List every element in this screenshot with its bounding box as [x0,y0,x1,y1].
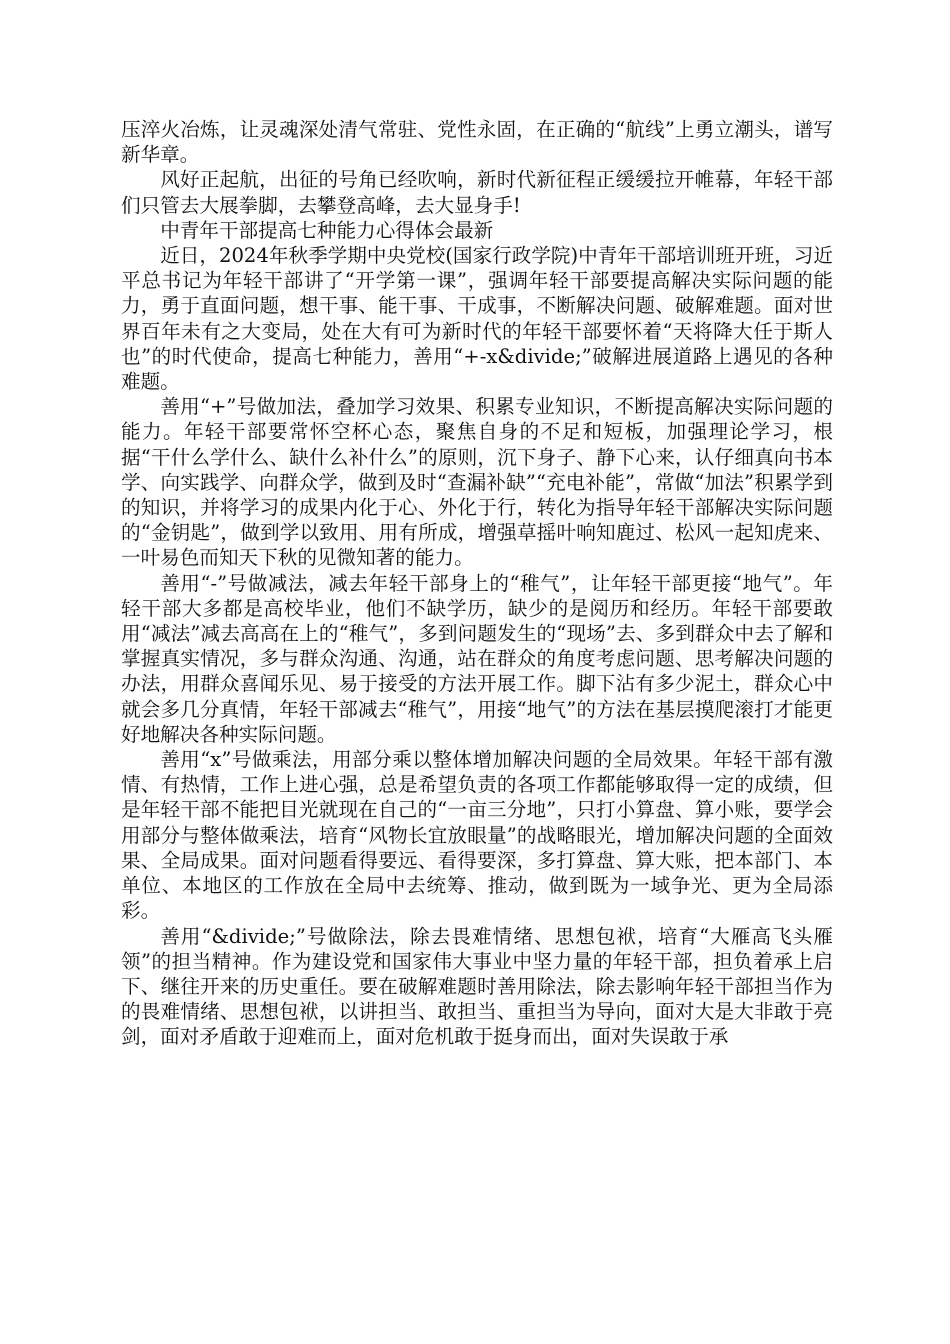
paragraph: 善用“-”号做减法，减去年轻干部身上的“稚气”，让年轻干部更接“地气”。年轻干部大多都是高校毕业，他们不缺学历，缺少的是阅历和经历。年轻干部要敢用“减法”减去高高在上的“稚气”，多到问题发生的“现场”去、多到群众中去了解和掌握真实情况，多与群众沟通、沟通，站在群众的角度考虑问题、思考解决问题的办法，用群众喜闻乐见、易于接受的方法开展工作。脚下沾有多少泥土，群众心中就会多几分真情，年轻干部减去“稚气”，用接“地气”的方法在基层摸爬滚打才能更好地解决各种实际问题。 [121,571,833,746]
paragraph: 风好正起航，出征的号角已经吹响，新时代新征程正缓缓拉开帷幕，年轻干部们只管去大展拳脚，去攀登高峰，去大显身手! [121,168,833,217]
document-body [121,117,833,1050]
paragraph: 善用“&divide;”号做除法，除去畏难情绪、思想包袱，培育“大雁高飞头雁领”的担当精神。作为建设党和国家伟大事业中坚力量的年轻干部，担负着承上启下、继往开来的历史重任。要在破解难题时善用除法，除去影响年轻干部担当作为的畏难情绪、思想包袱，以讲担当、敢担当、重担当为导向，面对大是大非敢于亮剑，面对矛盾敢于迎难而上，面对危机敢于挺身而出，面对失误敢于承 [121,924,833,1049]
paragraph: 近日，2024年秋季学期中央党校(国家行政学院)中青年干部培训班开班，习近平总书记为年轻干部讲了“开学第一课”，强调年轻干部要提高解决实际问题的能力，勇于直面问题，想干事、能干事、干成事，不断解决问题、破解难题。面对世界百年未有之大变局，处在大有可为新时代的年轻干部要怀着“天将降大任于斯人也”的时代使命，提高七种能力，善用“+-x&divide;”破解进展道路上遇见的各种难题。 [121,244,833,394]
paragraph: 善用“x”号做乘法，用部分乘以整体增加解决问题的全局效果。年轻干部有激情、有热情，工作上进心强，总是希望负责的各项工作都能够取得一定的成绩，但是年轻干部不能把目光就现在自己的“一亩三分地”，只打小算盘、算小账，要学会用部分与整体做乘法，培育“风物长宜放眼量”的战略眼光，增加解决问题的全面效果、全局成果。面对问题看得要远、看得要深，多打算盘、算大账，把本部门、本单位、本地区的工作放在全局中去统筹、推动，做到既为一域争光、更为全局添彩。 [121,748,833,923]
paragraph: 压淬火冶炼，让灵魂深处清气常驻、党性永固，在正确的“航线”上勇立潮头，谱写新华章。 [121,118,833,167]
section-heading: 中青年干部提高七种能力心得体会最新 [160,218,494,242]
paragraph: 善用“+”号做加法，叠加学习效果、积累专业知识，不断提高解决实际问题的能力。年轻干部要常怀空杯心态，聚焦自身的不足和短板，加强理论学习，根据“干什么学什么、缺什么补什么”的原则，沉下身子、静下心来，认仔细真向书本学、向实践学、向群众学，做到及时“查漏补缺”“充电补能”，常做“加法”积累学到的知识，并将学习的成果内化于心、外化于行，转化为指导年轻干部解决实际问题的“金钥匙”，做到学以致用、用有所成，增强草摇叶响知鹿过、松风一起知虎来、一叶易色而知天下秋的见微知著的能力。 [121,395,833,570]
